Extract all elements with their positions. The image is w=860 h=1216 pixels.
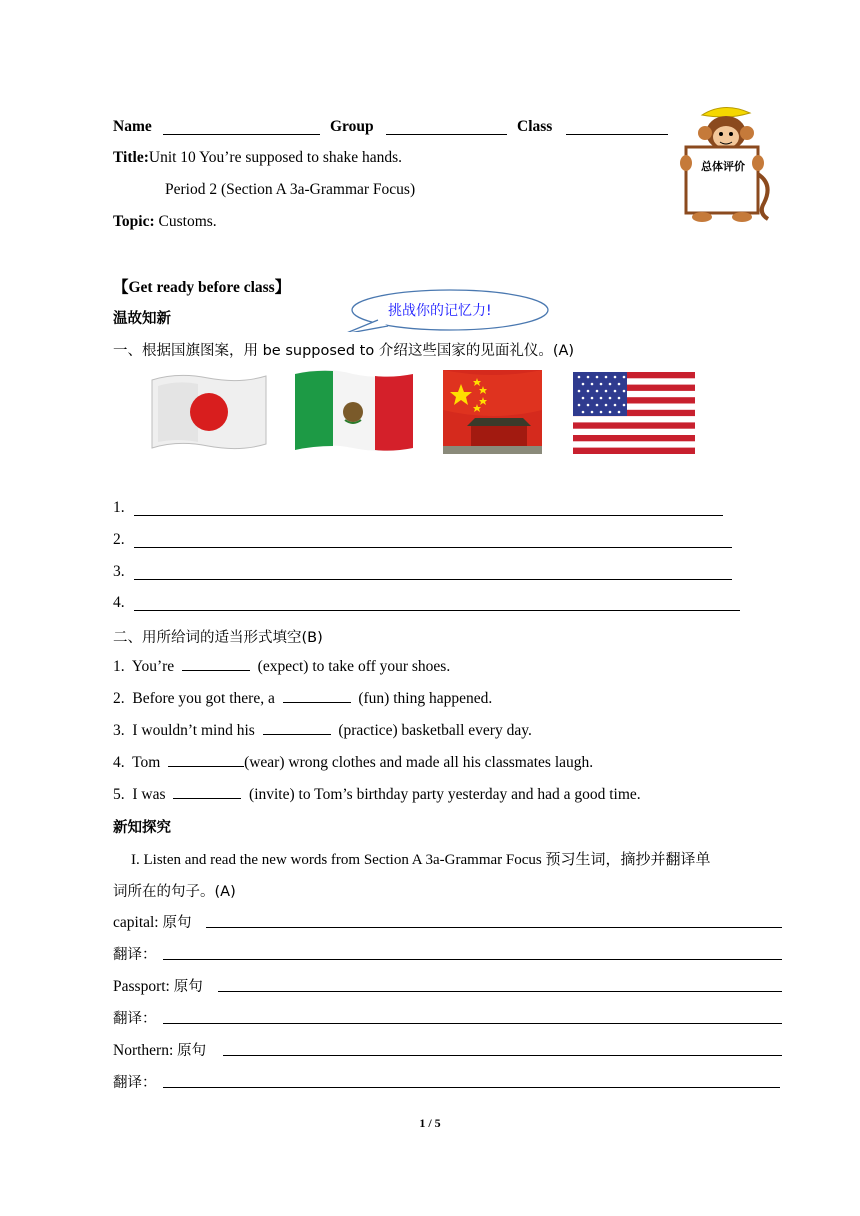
japan-flag-icon	[148, 372, 270, 452]
passport-source-line[interactable]	[218, 991, 782, 992]
part2-instruction: 二、用所给词的适当形式填空(B)	[113, 630, 323, 646]
part2-item-2	[113, 690, 492, 708]
translate-label: 翻译：	[113, 1011, 157, 1027]
group-label: Group	[330, 118, 374, 135]
part1-answer-line-2[interactable]	[134, 547, 732, 548]
part1-instruction: 一、根据国旗图案，用 be supposed to 介绍这些国家的见面礼仪。(A)	[113, 343, 575, 359]
part2-item-3	[113, 722, 532, 740]
item-text-before: Tom	[132, 754, 161, 771]
vocab-word: Northern:	[113, 1042, 174, 1059]
item-number: 4.	[113, 754, 125, 771]
part1-num-3: 3.	[113, 563, 125, 580]
blank-field[interactable]	[263, 733, 331, 735]
part3-instruction-line2: 词所在的句子。(A)	[113, 884, 236, 900]
blank-field[interactable]	[182, 669, 250, 671]
part1-answer-line-1[interactable]	[134, 515, 723, 516]
name-label: Name	[113, 118, 152, 135]
review-heading: 温故知新	[113, 311, 171, 327]
china-flag-icon	[443, 370, 542, 454]
translate-label: 翻译：	[113, 947, 157, 963]
item-text-before: I was	[132, 786, 166, 803]
source-label: 原句	[162, 915, 192, 931]
topic-row	[113, 213, 217, 231]
translate-label: 翻译：	[113, 1075, 157, 1091]
page-number: 1 / 5	[419, 1116, 441, 1130]
part2-item-5	[113, 786, 641, 804]
item-text-after: (expect) to take off your shoes.	[257, 658, 451, 675]
part1-answer-line-4[interactable]	[134, 610, 740, 611]
period-text: Period 2 (Section A 3a-Grammar Focus)	[165, 181, 416, 198]
word-northern-row	[113, 1039, 206, 1060]
item-number: 2.	[113, 690, 125, 707]
evaluation-badge-text: 总体评价	[701, 160, 745, 173]
item-text-before: You’re	[131, 658, 175, 675]
item-text-before: I wouldn’t mind his	[132, 722, 255, 739]
word-capital-row	[113, 911, 192, 932]
word-passport-row	[113, 975, 203, 996]
passport-translate-line[interactable]	[163, 1023, 782, 1024]
northern-source-line[interactable]	[223, 1055, 782, 1056]
blank-field[interactable]	[173, 797, 241, 799]
vocab-word: Passport:	[113, 978, 170, 995]
part1-num-1: 1.	[113, 499, 125, 516]
blank-field[interactable]	[283, 701, 351, 703]
group-field[interactable]	[386, 134, 507, 135]
source-label: 原句	[177, 1043, 207, 1059]
northern-translate-line[interactable]	[163, 1087, 780, 1088]
title-label: Title:	[113, 149, 149, 166]
item-text-after: (invite) to Tom’s birthday party yesterday and had a good time.	[249, 786, 641, 803]
topic-label: Topic:	[113, 213, 155, 230]
item-text-after: (fun) thing happened.	[358, 690, 493, 707]
title-row	[113, 149, 402, 167]
item-text-after: (wear) wrong clothes and made all his classmates laugh.	[244, 754, 594, 771]
usa-flag-icon	[573, 372, 695, 454]
class-field[interactable]	[566, 134, 668, 135]
title-text: Unit 10 You’re supposed to shake hands.	[148, 149, 403, 166]
section-heading-get-ready: 【Get ready before class】	[113, 279, 291, 296]
part2-item-4	[113, 754, 593, 772]
part1-answer-line-3[interactable]	[134, 579, 732, 580]
bubble-text: 挑战你的记忆力!	[388, 303, 492, 319]
explore-heading: 新知探究	[113, 820, 171, 836]
name-field[interactable]	[163, 134, 320, 135]
item-number: 1.	[113, 658, 125, 675]
item-text-before: Before you got there, a	[132, 690, 275, 707]
blank-field[interactable]	[168, 765, 244, 767]
item-number: 5.	[113, 786, 125, 803]
class-label: Class	[517, 118, 553, 135]
vocab-word: capital:	[113, 914, 159, 931]
part1-num-4: 4.	[113, 594, 125, 611]
capital-source-line[interactable]	[206, 927, 782, 928]
topic-text: Customs.	[158, 213, 217, 230]
source-label: 原句	[173, 979, 203, 995]
item-number: 3.	[113, 722, 125, 739]
mexico-flag-icon	[293, 368, 417, 456]
part3-instruction-line1: I. Listen and read the new words from Section A 3a-Grammar Focus 预习生词，摘抄并翻译单	[131, 852, 711, 868]
item-text-after: (practice) basketball every day.	[338, 722, 532, 739]
part2-item-1	[113, 658, 450, 676]
part1-num-2: 2.	[113, 531, 125, 548]
capital-translate-line[interactable]	[163, 959, 782, 960]
